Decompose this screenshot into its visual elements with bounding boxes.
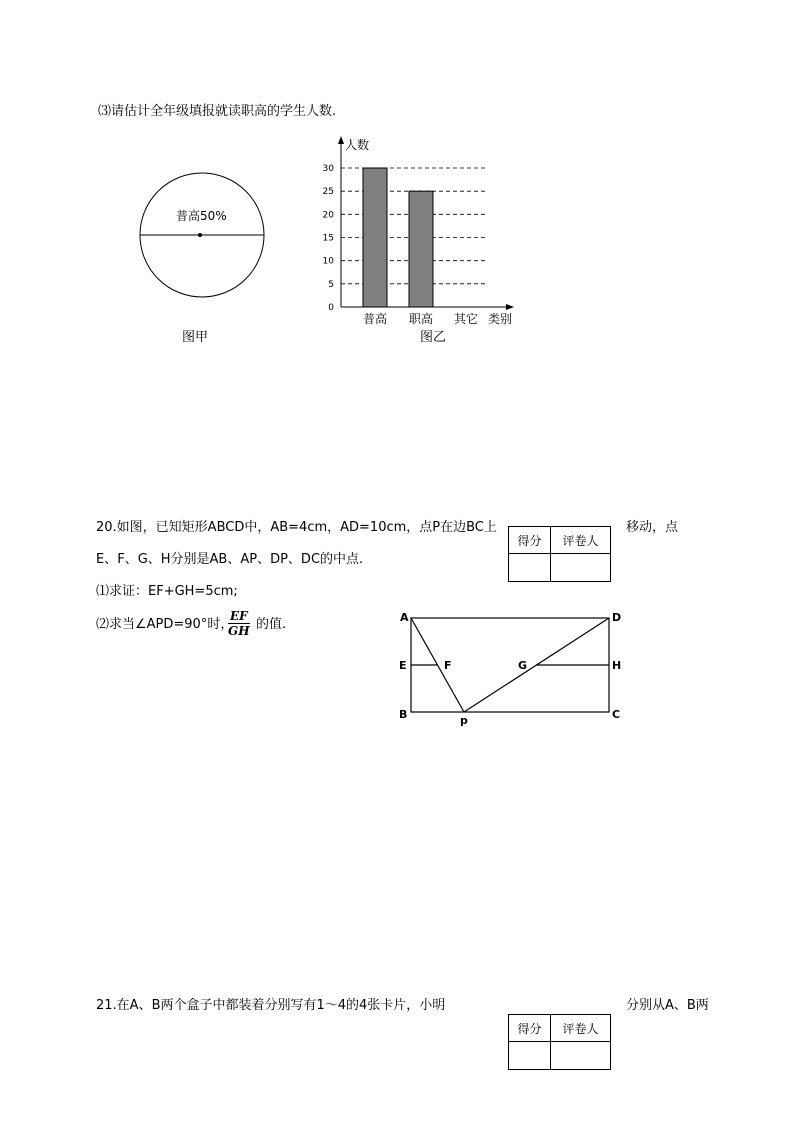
label-d: D (612, 611, 622, 624)
q20-part2-prefix: ⑵求当∠APD=90°时， (96, 617, 234, 632)
y-tick-label: 20 (322, 210, 334, 221)
x-tick-label: 职高 (408, 312, 434, 326)
bar (363, 168, 387, 307)
grader-cell[interactable] (551, 554, 611, 582)
y-tick-label: 10 (322, 256, 334, 267)
grader-header: 评卷人 (551, 527, 611, 554)
x-tick-label: 普高 (362, 312, 388, 326)
pie-center-dot (198, 233, 202, 237)
q21-line1-tail: 分别从A、B两 (626, 998, 709, 1013)
bar-chart (318, 132, 518, 332)
y-tick-label: 30 (322, 164, 334, 174)
q20-line1-tail: 移动，点 (626, 520, 679, 535)
q20-line1: 20.如图，已知矩形ABCD中，AB=4cm，AD=10cm，点P在边BC上 (96, 520, 497, 535)
score-box-q20 (508, 526, 611, 582)
ef-over-gh-fraction (228, 609, 250, 638)
pie-chart (134, 170, 274, 310)
y-tick-label: 0 (328, 303, 334, 313)
q20-part2-suffix: 的值. (256, 617, 287, 632)
score-cell[interactable] (509, 554, 551, 582)
y-axis-label: 人数 (345, 138, 370, 152)
bar (409, 191, 433, 307)
fraction-denominator: GH (228, 624, 250, 638)
y-tick-label: 15 (322, 233, 334, 244)
q20-line2: E、F、G、H分别是AB、AP、DP、DC的中点. (96, 552, 364, 567)
x-axis-label: 类别 (488, 312, 513, 326)
label-h: H (612, 659, 622, 672)
y-tick-label: 5 (328, 279, 334, 290)
x-tick-label: 其它 (453, 312, 479, 326)
y-axis-arrow (338, 136, 344, 144)
label-c: C (612, 708, 621, 721)
pie-caption: 图甲 (182, 330, 209, 345)
rectangle-diagram (396, 608, 636, 728)
pie-label: 普高50% (176, 209, 227, 223)
label-p: p (460, 714, 468, 727)
label-f: F (444, 659, 452, 672)
score-header: 得分 (509, 1015, 551, 1042)
q20-part1: ⑴求证：EF+GH=5cm; (96, 584, 238, 599)
score-cell[interactable] (509, 1042, 551, 1070)
bar-chart-caption: 图乙 (420, 330, 447, 345)
x-axis-arrow (506, 304, 514, 310)
grader-header: 评卷人 (551, 1015, 611, 1042)
y-tick-label: 25 (322, 187, 334, 198)
label-a: A (400, 611, 409, 624)
grader-cell[interactable] (551, 1042, 611, 1070)
score-box-q21 (508, 1014, 611, 1070)
q19-part3: ⑶请估计全年级填报就读职高的学生人数. (98, 104, 337, 119)
label-g: G (518, 659, 528, 672)
fraction-numerator: EF (229, 609, 248, 623)
label-b: B (399, 708, 408, 721)
q21-line1: 21.在A、B两个盒子中都装着分别写有1～4的4张卡片，小明 (96, 998, 446, 1013)
label-e: E (399, 659, 407, 672)
score-header: 得分 (509, 527, 551, 554)
